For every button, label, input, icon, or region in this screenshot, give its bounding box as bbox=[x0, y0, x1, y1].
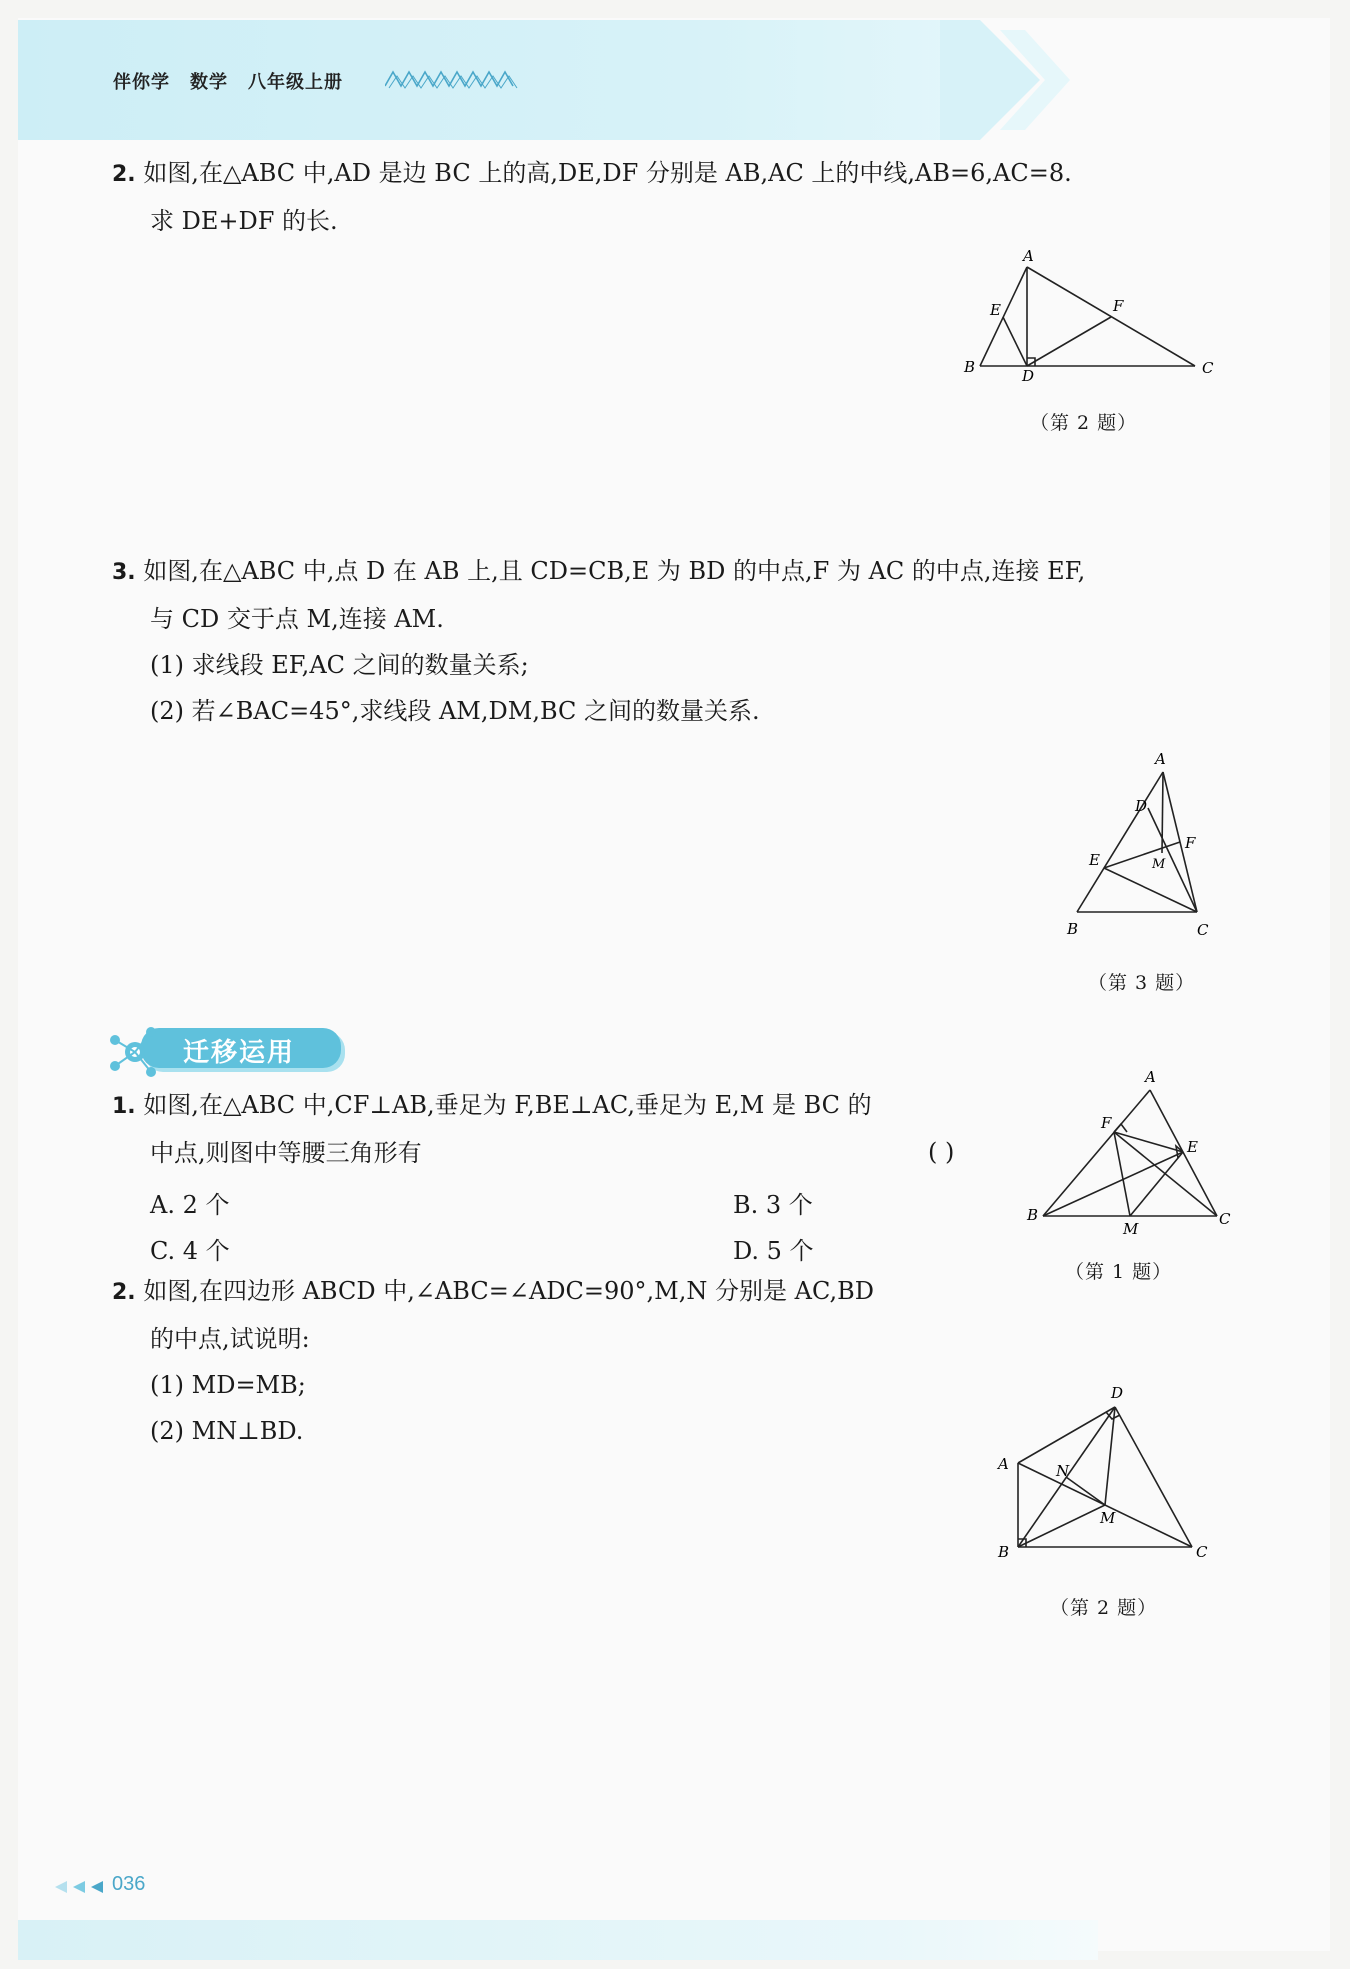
option-a[interactable]: A. 2 个 bbox=[150, 1191, 230, 1219]
label-E: E bbox=[990, 301, 1001, 319]
question-part-1: (1) MD=MB; bbox=[150, 1371, 306, 1399]
question-3 bbox=[112, 548, 1242, 734]
label-E: E bbox=[1187, 1138, 1198, 1156]
question-text: 中点,则图中等腰三角形有 bbox=[150, 1139, 422, 1167]
label-B: B bbox=[998, 1543, 1010, 1561]
double-arrow-icon bbox=[55, 1880, 105, 1894]
footer-band bbox=[18, 1920, 1098, 1960]
question-text: 如图,在△ABC 中,AD 是边 BC 上的高,DE,DF 分别是 AB,AC 上的中线,AB=6,AC=8. bbox=[143, 159, 1072, 187]
figure-t1 bbox=[1015, 1070, 1240, 1240]
question-text: 求 DE+DF 的长. bbox=[150, 207, 338, 235]
section-title: 迁移运用 bbox=[183, 1038, 296, 1068]
question-number: 2. bbox=[112, 1280, 136, 1305]
label-A: A bbox=[1155, 750, 1166, 768]
figure-t2 bbox=[990, 1385, 1230, 1570]
question-part-2: (2) MN⊥BD. bbox=[150, 1417, 304, 1445]
label-F: F bbox=[1185, 834, 1196, 852]
figure-q3 bbox=[1055, 748, 1225, 948]
label-D: D bbox=[1022, 367, 1035, 385]
question-text: 如图,在△ABC 中,点 D 在 AB 上,且 CD=CB,E 为 BD 的中点,F 为 AC 的中点,连接 EF, bbox=[143, 557, 1086, 585]
question-number: 3. bbox=[112, 560, 136, 585]
option-d[interactable]: D. 5 个 bbox=[733, 1237, 814, 1265]
figure-q2 bbox=[950, 245, 1230, 395]
label-C: C bbox=[1202, 359, 1214, 377]
label-A: A bbox=[1145, 1070, 1156, 1086]
figure-caption: （第 3 题） bbox=[1088, 972, 1196, 994]
label-M: M bbox=[1152, 857, 1166, 872]
question-text: 如图,在四边形 ABCD 中,∠ABC=∠ADC=90°,M,N 分别是 AC,BD bbox=[143, 1277, 874, 1305]
question-part-2: (2) 若∠BAC=45°,求线段 AM,DM,BC 之间的数量关系. bbox=[150, 697, 760, 725]
question-text: 如图,在△ABC 中,CF⊥AB,垂足为 F,BE⊥AC,垂足为 E,M 是 BC 的 bbox=[143, 1091, 872, 1119]
question-number: 1. bbox=[112, 1094, 136, 1119]
header-grade: 八年级上册 bbox=[248, 72, 343, 93]
question-t2 bbox=[112, 1268, 1012, 1454]
label-N: N bbox=[1056, 1462, 1070, 1480]
question-text: 的中点,试说明: bbox=[150, 1325, 310, 1353]
label-F: F bbox=[1113, 297, 1124, 315]
question-text: 与 CD 交于点 M,连接 AM. bbox=[150, 605, 444, 633]
header-title bbox=[113, 68, 363, 94]
question-2 bbox=[112, 150, 1242, 244]
header-chevron-icon bbox=[940, 20, 1080, 140]
label-M: M bbox=[1123, 1220, 1139, 1238]
label-B: B bbox=[1067, 920, 1079, 938]
figure-caption: （第 2 题） bbox=[1050, 1597, 1158, 1619]
label-F: F bbox=[1101, 1114, 1112, 1132]
question-part-1: (1) 求线段 EF,AC 之间的数量关系; bbox=[150, 651, 529, 679]
label-C: C bbox=[1197, 921, 1209, 939]
page-number: 036 bbox=[112, 1873, 146, 1895]
label-B: B bbox=[964, 358, 976, 376]
question-number: 2. bbox=[112, 162, 136, 187]
label-M: M bbox=[1100, 1509, 1116, 1527]
header-subject: 数学 bbox=[190, 72, 228, 93]
figure-caption: （第 1 题） bbox=[1065, 1261, 1173, 1283]
label-A: A bbox=[1023, 247, 1034, 265]
zigzag-decoration-icon bbox=[385, 70, 525, 90]
figure-caption: （第 2 题） bbox=[1030, 412, 1138, 434]
question-t1 bbox=[112, 1082, 1012, 1176]
label-C: C bbox=[1219, 1210, 1231, 1228]
option-b[interactable]: B. 3 个 bbox=[733, 1191, 813, 1219]
label-C: C bbox=[1196, 1543, 1208, 1561]
option-c[interactable]: C. 4 个 bbox=[150, 1237, 230, 1265]
answer-blank[interactable]: ( ) bbox=[928, 1138, 955, 1166]
label-A: A bbox=[998, 1455, 1009, 1473]
label-D: D bbox=[1111, 1385, 1124, 1402]
header-book: 伴你学 bbox=[113, 72, 170, 93]
label-D: D bbox=[1135, 797, 1148, 815]
label-E: E bbox=[1089, 851, 1100, 869]
label-B: B bbox=[1027, 1206, 1039, 1224]
